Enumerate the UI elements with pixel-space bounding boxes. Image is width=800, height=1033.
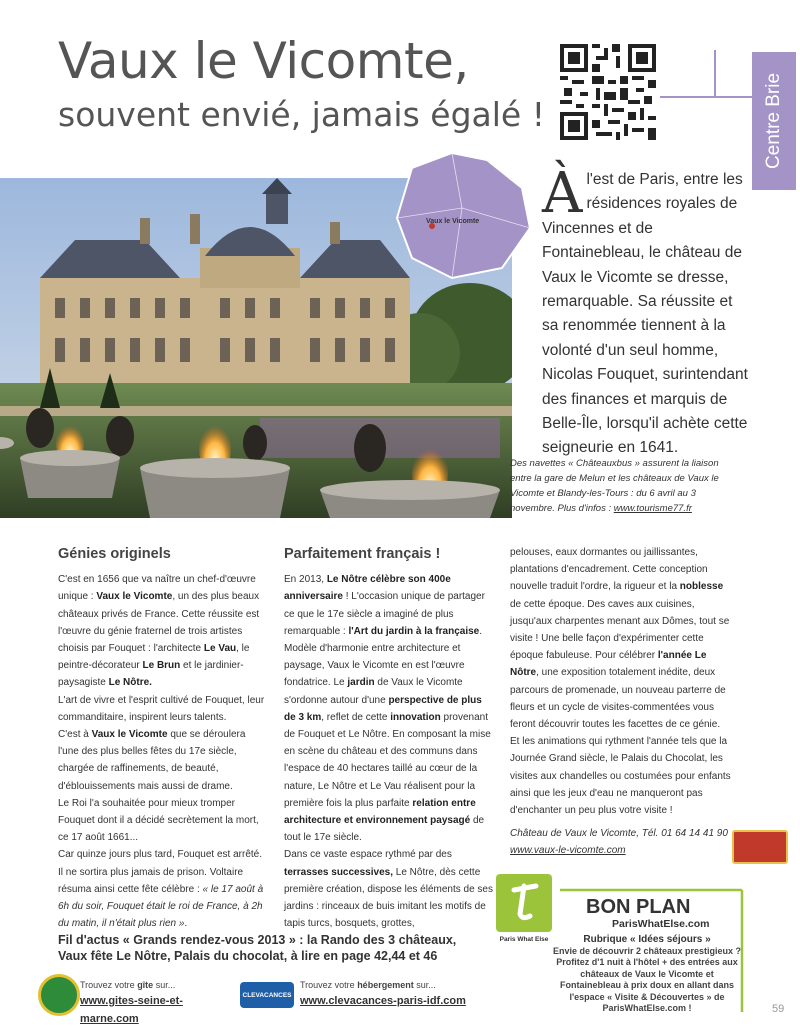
paragraph: C'est en 1656 que va naître un chef-d'œuvre unique : Vaux le Vicomte, un des plus beaux châteaux privés de France. Cette réussite est l'œuvre du génie fraternel de trois artistes choisis par Fouquet : l'architecte Le Vau, le peintre-décorateur Le Brun et le jardinier-paysagiste Le Nôtre. [58,574,260,689]
paragraph: Dans ce vaste espace rythmé par des terrasses successives, Le Nôtre, dès cette première création, dispose les éléments de ses jardins : rinceaux de buis imitant les motifs de tapis turcs, bosquets, grottes, [284,849,493,930]
paragraph: L'art de vivre et l'esprit cultivé de Fouquet, leur commanditaire, inspirent leurs talents. [58,694,265,723]
clevacances-link[interactable]: www.clevacances-paris-idf.com [300,995,466,1007]
tourisme-link[interactable]: www.tourisme77.fr [613,503,692,514]
column-genies [58,546,268,932]
contact-url-line [510,842,732,859]
paragraph: pelouses, eaux dormantes ou jaillissantes, plantations d'encadrement. Cette conception nouvelle traduit l'ordre, la rigueur et la noblesse de cette époque. Des caves aux cuisines, jusqu'aux charpentes menant aux Dômes, tout se visite ! Une belle façon d'expérimenter cette époque fabuleuse. Pour célébrer l'année Le Nôtre, une exposition totalement inédite, deux parcours de promenade, un nouveau parterre de fleurs et un cycle de visites-commentées vous feront découvrir toutes les facettes de ce génie. [510,547,730,731]
drop-cap: À [542,161,583,226]
column-parfaitement [284,546,494,932]
qr-code-icon[interactable] [560,44,656,140]
decorative-rule [714,50,716,96]
label-badge-icon [732,830,788,864]
caption-text: Des navettes « Châteauxbus » assurent la liaison entre la gare de Melun et les châteaux de Vaux le Vicomte et Blandy-les-Tours : du 6 avril au 3 novembre. [510,458,719,514]
clevacances-logo-text: CLEVACANCES [242,991,292,999]
section-heading: Parfaitement français ! [284,546,441,562]
news-line: Fil d'actus « Grands rendez-vous 2013 » : la Rando des 3 châteaux, Vaux fête Le Nôtre, Palais du chocolat, à lire en page 42,44 et 46 [58,933,457,963]
column-continued [510,544,732,860]
vaux-website-link[interactable]: www.vaux-le-vicomte.com [510,845,626,857]
caption-more-label: Plus d'infos : [557,503,614,514]
bonplan-logo-caption: Paris What Else [499,936,549,943]
bonplan-title: BON PLAN [586,896,691,918]
bonplan-text: Envie de découvrir 2 châteaux prestigieux ? Profitez d'1 nuit à l'hôtel + des entrées aux châteaux de Vaux le Vicomte et Fontainebleau à prix doux en allant dans l'espace « Visite & Découvertes » de ParisWhatElse.com ! [552,945,742,1013]
page-number: 59 [772,1003,785,1015]
location-map [392,148,532,283]
section-tab-label: Centre Brie [763,72,785,170]
shuttle-caption [510,456,728,516]
bonplan-rubrique: Rubrique « Idées séjours » [583,934,711,945]
bonplan-site[interactable]: ParisWhatElse.com [612,918,710,930]
decorative-rule [660,96,752,98]
paragraph: Car quinze jours plus tard, Fouquet est arrêté. Il ne sortira plus jamais de prison. Voltaire résuma ainsi cette fête célèbre : « le 17 août à 6h du soir, Fouquet était le roi de France, à 2h du matin, il n'était plus rien ». [58,849,264,930]
paragraph: En 2013, Le Nôtre célèbre son 400e anniversaire ! L'occasion unique de partager ce que le 17e siècle a imaginé de plus remarquable : l'Art du jardin à la française. Modèle d'harmonie entre architecture et paysage, Vaux le Vicomte en est l'œuvre fondatrice. Le jardin de Vaux le Vicomte s'ordonne autour d'une perspective de plus de 3 km, reflet de cette innovation provenant de Fouquet et Le Nôtre. En composant la mise en scène du château et des communs dans l'espace de 40 hectares taillé au cœur de la nature, Le Nôtre et Le Vau réalisent pour la première fois la plus parfaite relation entre architecture et environnement paysagé de tout le 17e siècle. [284,574,491,844]
clevacances-promo [300,980,490,1009]
section-heading: Génies originels [58,546,171,562]
gites-link[interactable]: www.gites-seine-et-marne.com [80,995,183,1025]
map-place-label: Vaux le Vicomte [426,218,480,225]
page-title: Vaux le Vicomte, [58,32,469,90]
paris-what-else-logo-icon[interactable] [496,874,552,932]
contact-line: Château de Vaux le Vicomte, Tél. 01 64 14 41 90 [510,828,728,840]
gites-promo [80,980,240,1027]
gites-de-france-logo-icon [38,974,80,1016]
clevacances-logo-icon [240,982,294,1008]
intro-text: l'est de Paris, entre les résidences royales de Vincennes et de Fontainebleau, le château de Vaux le Vicomte se dresse, remarquable. Sa réussite et sa renommée tiennent à la volonté d'un seul homme, Nicolas Fouquet, surintendant des finances et marquis de Belle-Île, lorsqu'il achète cette seigneurie en 1641. [542,171,748,457]
paragraph: Le Roi l'a souhaitée pour mieux tromper Fouquet dont il a décidé secrètement la mort, ce 17 août 1661... [58,797,259,844]
bonplan-body [552,934,742,1015]
section-tab [752,52,796,190]
gites-promo-text: Trouvez votre gîte sur... [80,980,176,990]
intro-paragraph [542,161,752,461]
page-subtitle: souvent envié, jamais égalé ! [58,95,545,134]
paragraph: C'est à Vaux le Vicomte que se déroulera l'une des plus belles fêtes du 17e siècle, chargée de raffinements, de beauté, d'éblouissements mais aussi de drame. [58,729,246,792]
paragraph: Et les animations qui rythment l'année tels que la Journée Grand siècle, le Palais du Chocolat, les visites aux chandelles ou costumées pour enfants ainsi que les jeux d'eau ne manqueront pas d'enchanter un peu plus votre visite ! [510,736,731,817]
clevacances-promo-text: Trouvez votre hébergement sur... [300,980,436,990]
